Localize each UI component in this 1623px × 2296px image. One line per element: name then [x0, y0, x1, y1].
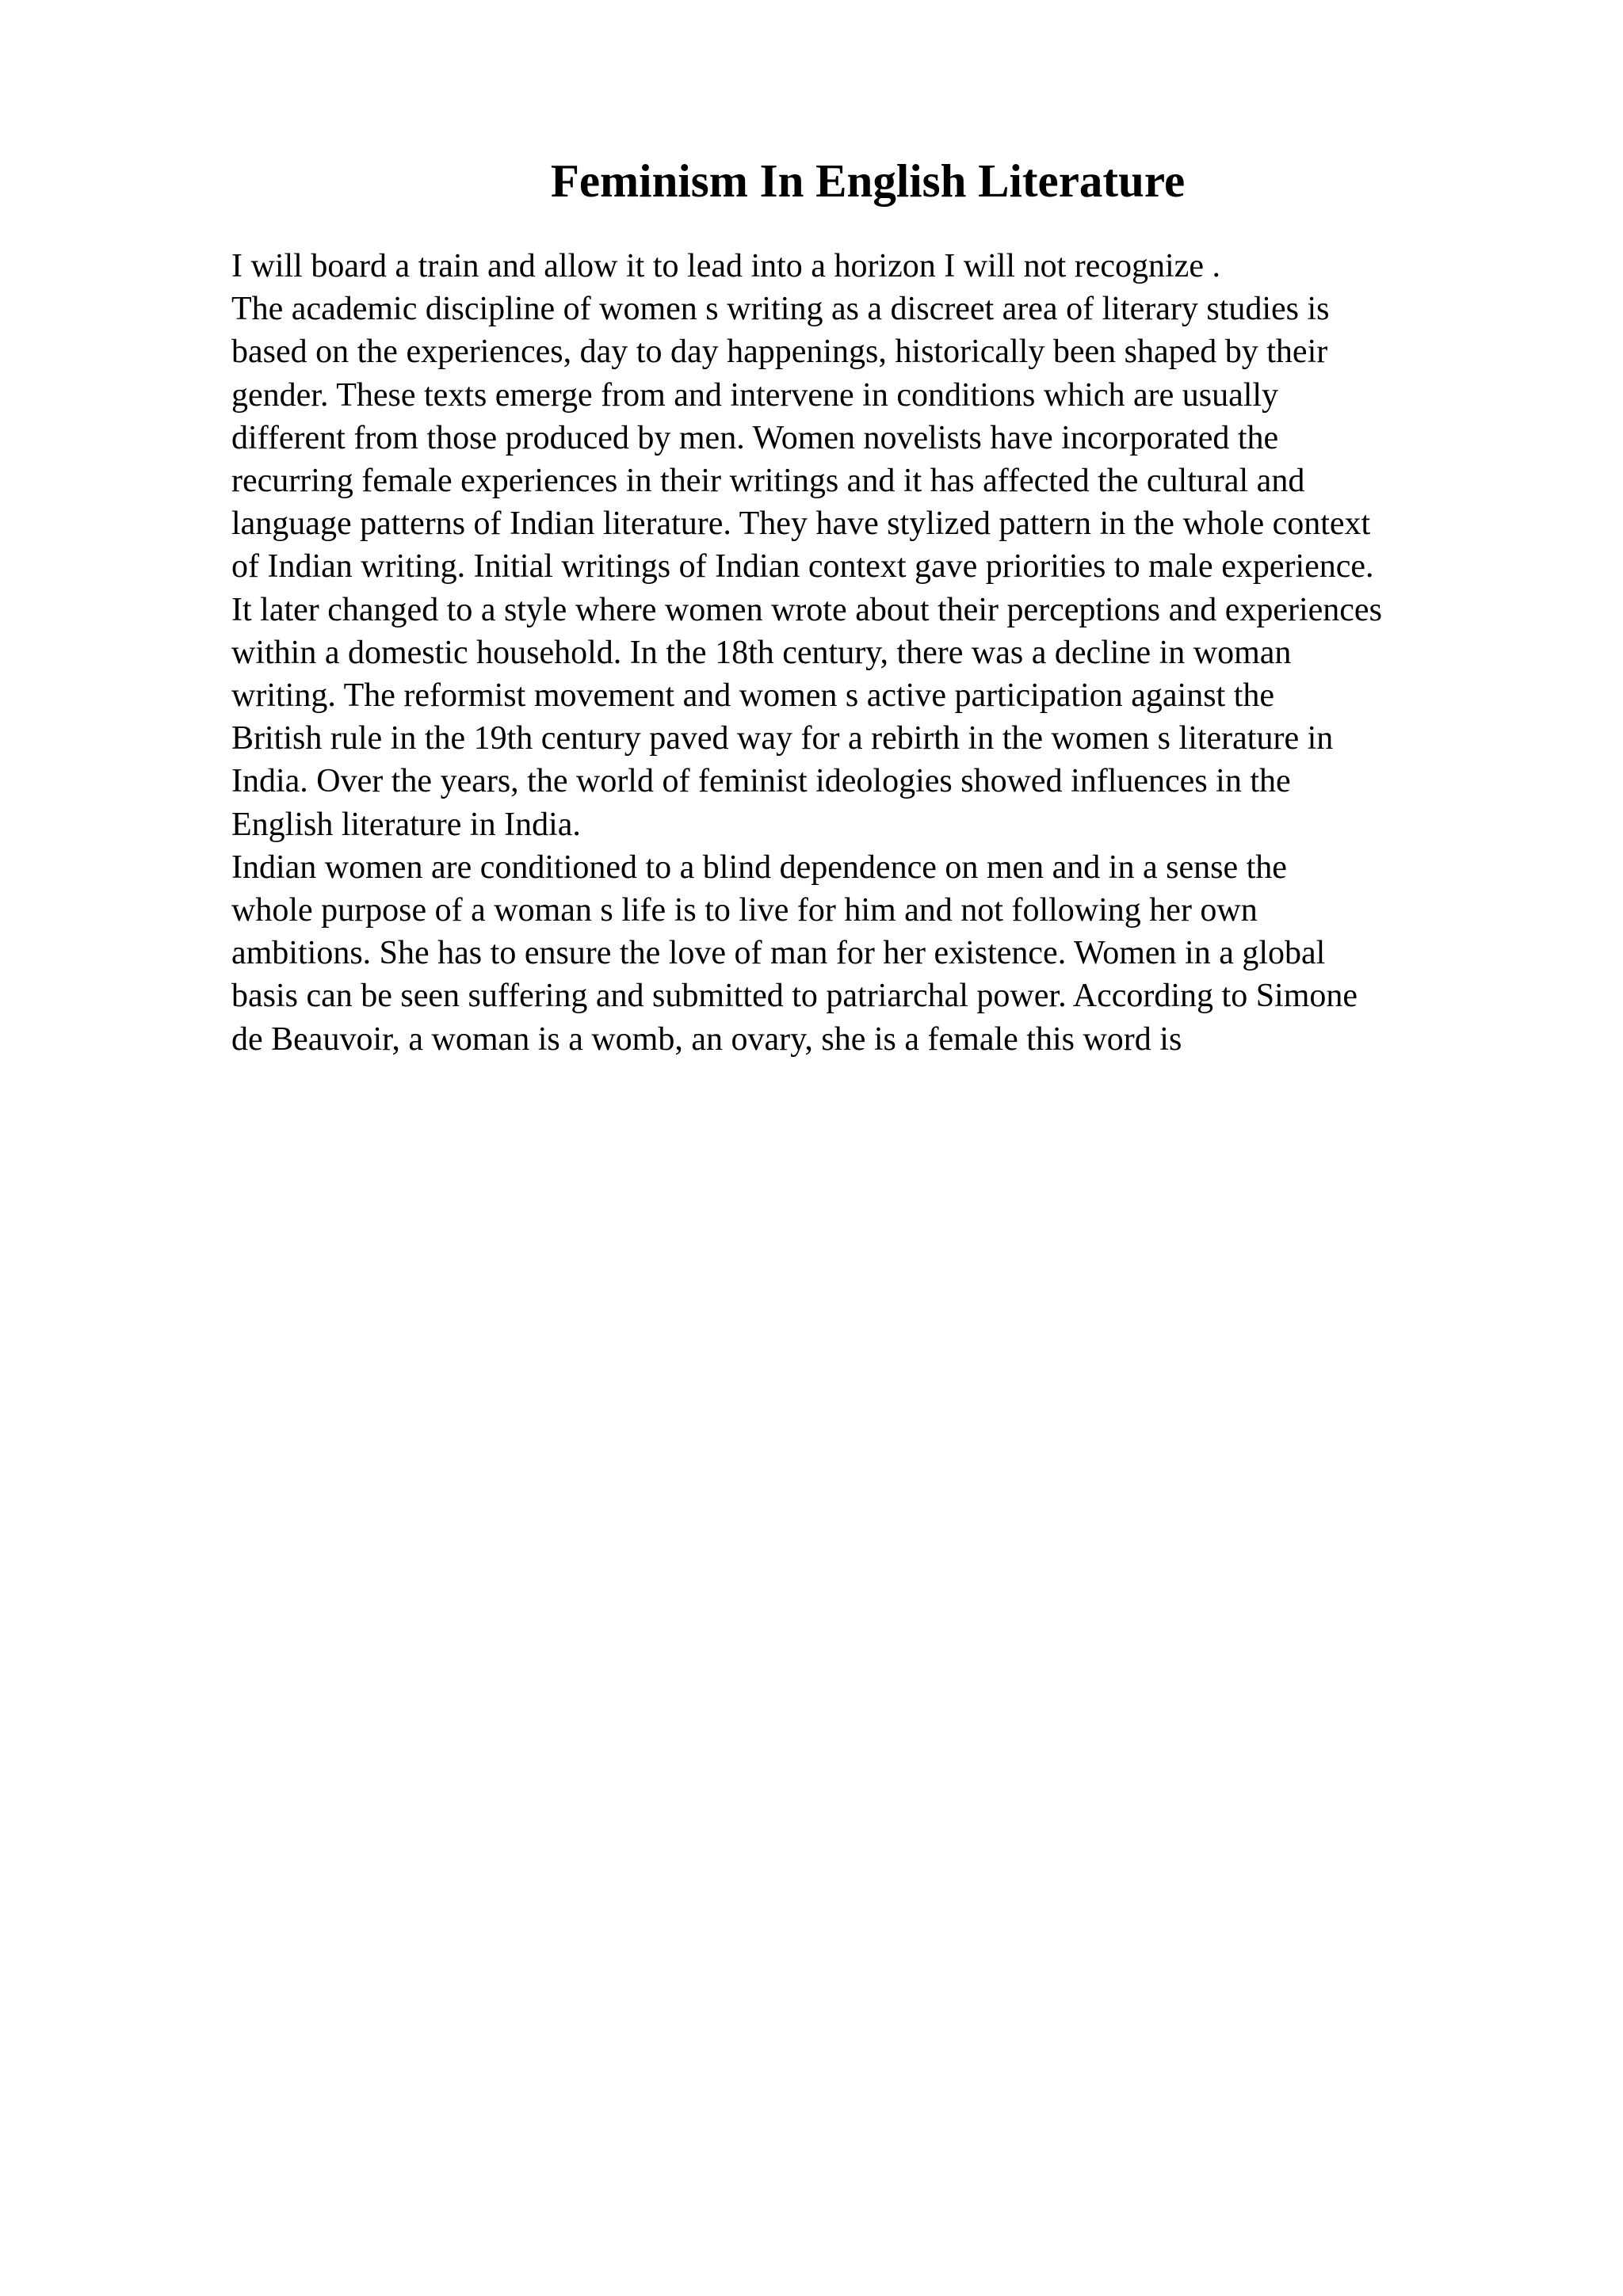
body-line: of Indian writing. Initial writings of Indian context gave priorities to male experience. [231, 548, 1374, 585]
body-line: India. Over the years, the world of feminist ideologies showed influences in the [231, 763, 1291, 800]
body-line: gender. These texts emerge from and intervene in conditions which are usually [231, 376, 1279, 414]
body-line: writing. The reformist movement and women s active participation against the [231, 677, 1275, 715]
body-line: within a domestic household. In the 18th century, there was a decline in woman [231, 634, 1292, 671]
body-line: different from those produced by men. Women novelists have incorporated the [231, 419, 1279, 456]
body-line: English literature in India. [231, 806, 581, 843]
document-body [231, 245, 1610, 1061]
body-line: The academic discipline of women s writing as a discreet area of literary studies is [231, 291, 1330, 328]
body-line: based on the experiences, day to day happenings, historically been shaped by their [231, 334, 1328, 371]
body-line: whole purpose of a woman s life is to live for him and not following her own [231, 892, 1258, 929]
body-line: British rule in the 19th century paved way for a rebirth in the women s literature in [231, 720, 1334, 757]
body-line: basis can be seen suffering and submitted to patriarchal power. According to Simone [231, 978, 1358, 1015]
body-line: language patterns of Indian literature. They have stylized pattern in the whole context [231, 505, 1371, 543]
body-line: de Beauvoir, a woman is a womb, an ovary, she is a female this word is [231, 1020, 1182, 1058]
body-line: Indian women are conditioned to a blind dependence on men and in a sense the [231, 849, 1287, 886]
document-title: Feminism In English Literature [550, 154, 1186, 207]
body-line: ambitions. She has to ensure the love of man for her existence. Women in a global [231, 935, 1326, 972]
body-line: recurring female experiences in their writings and it has affected the cultural and [231, 463, 1305, 500]
body-line: It later changed to a style where women wrote about their perceptions and experiences [231, 591, 1382, 628]
body-line: I will board a train and allow it to lead into a horizon I will not recognize . [231, 248, 1220, 284]
